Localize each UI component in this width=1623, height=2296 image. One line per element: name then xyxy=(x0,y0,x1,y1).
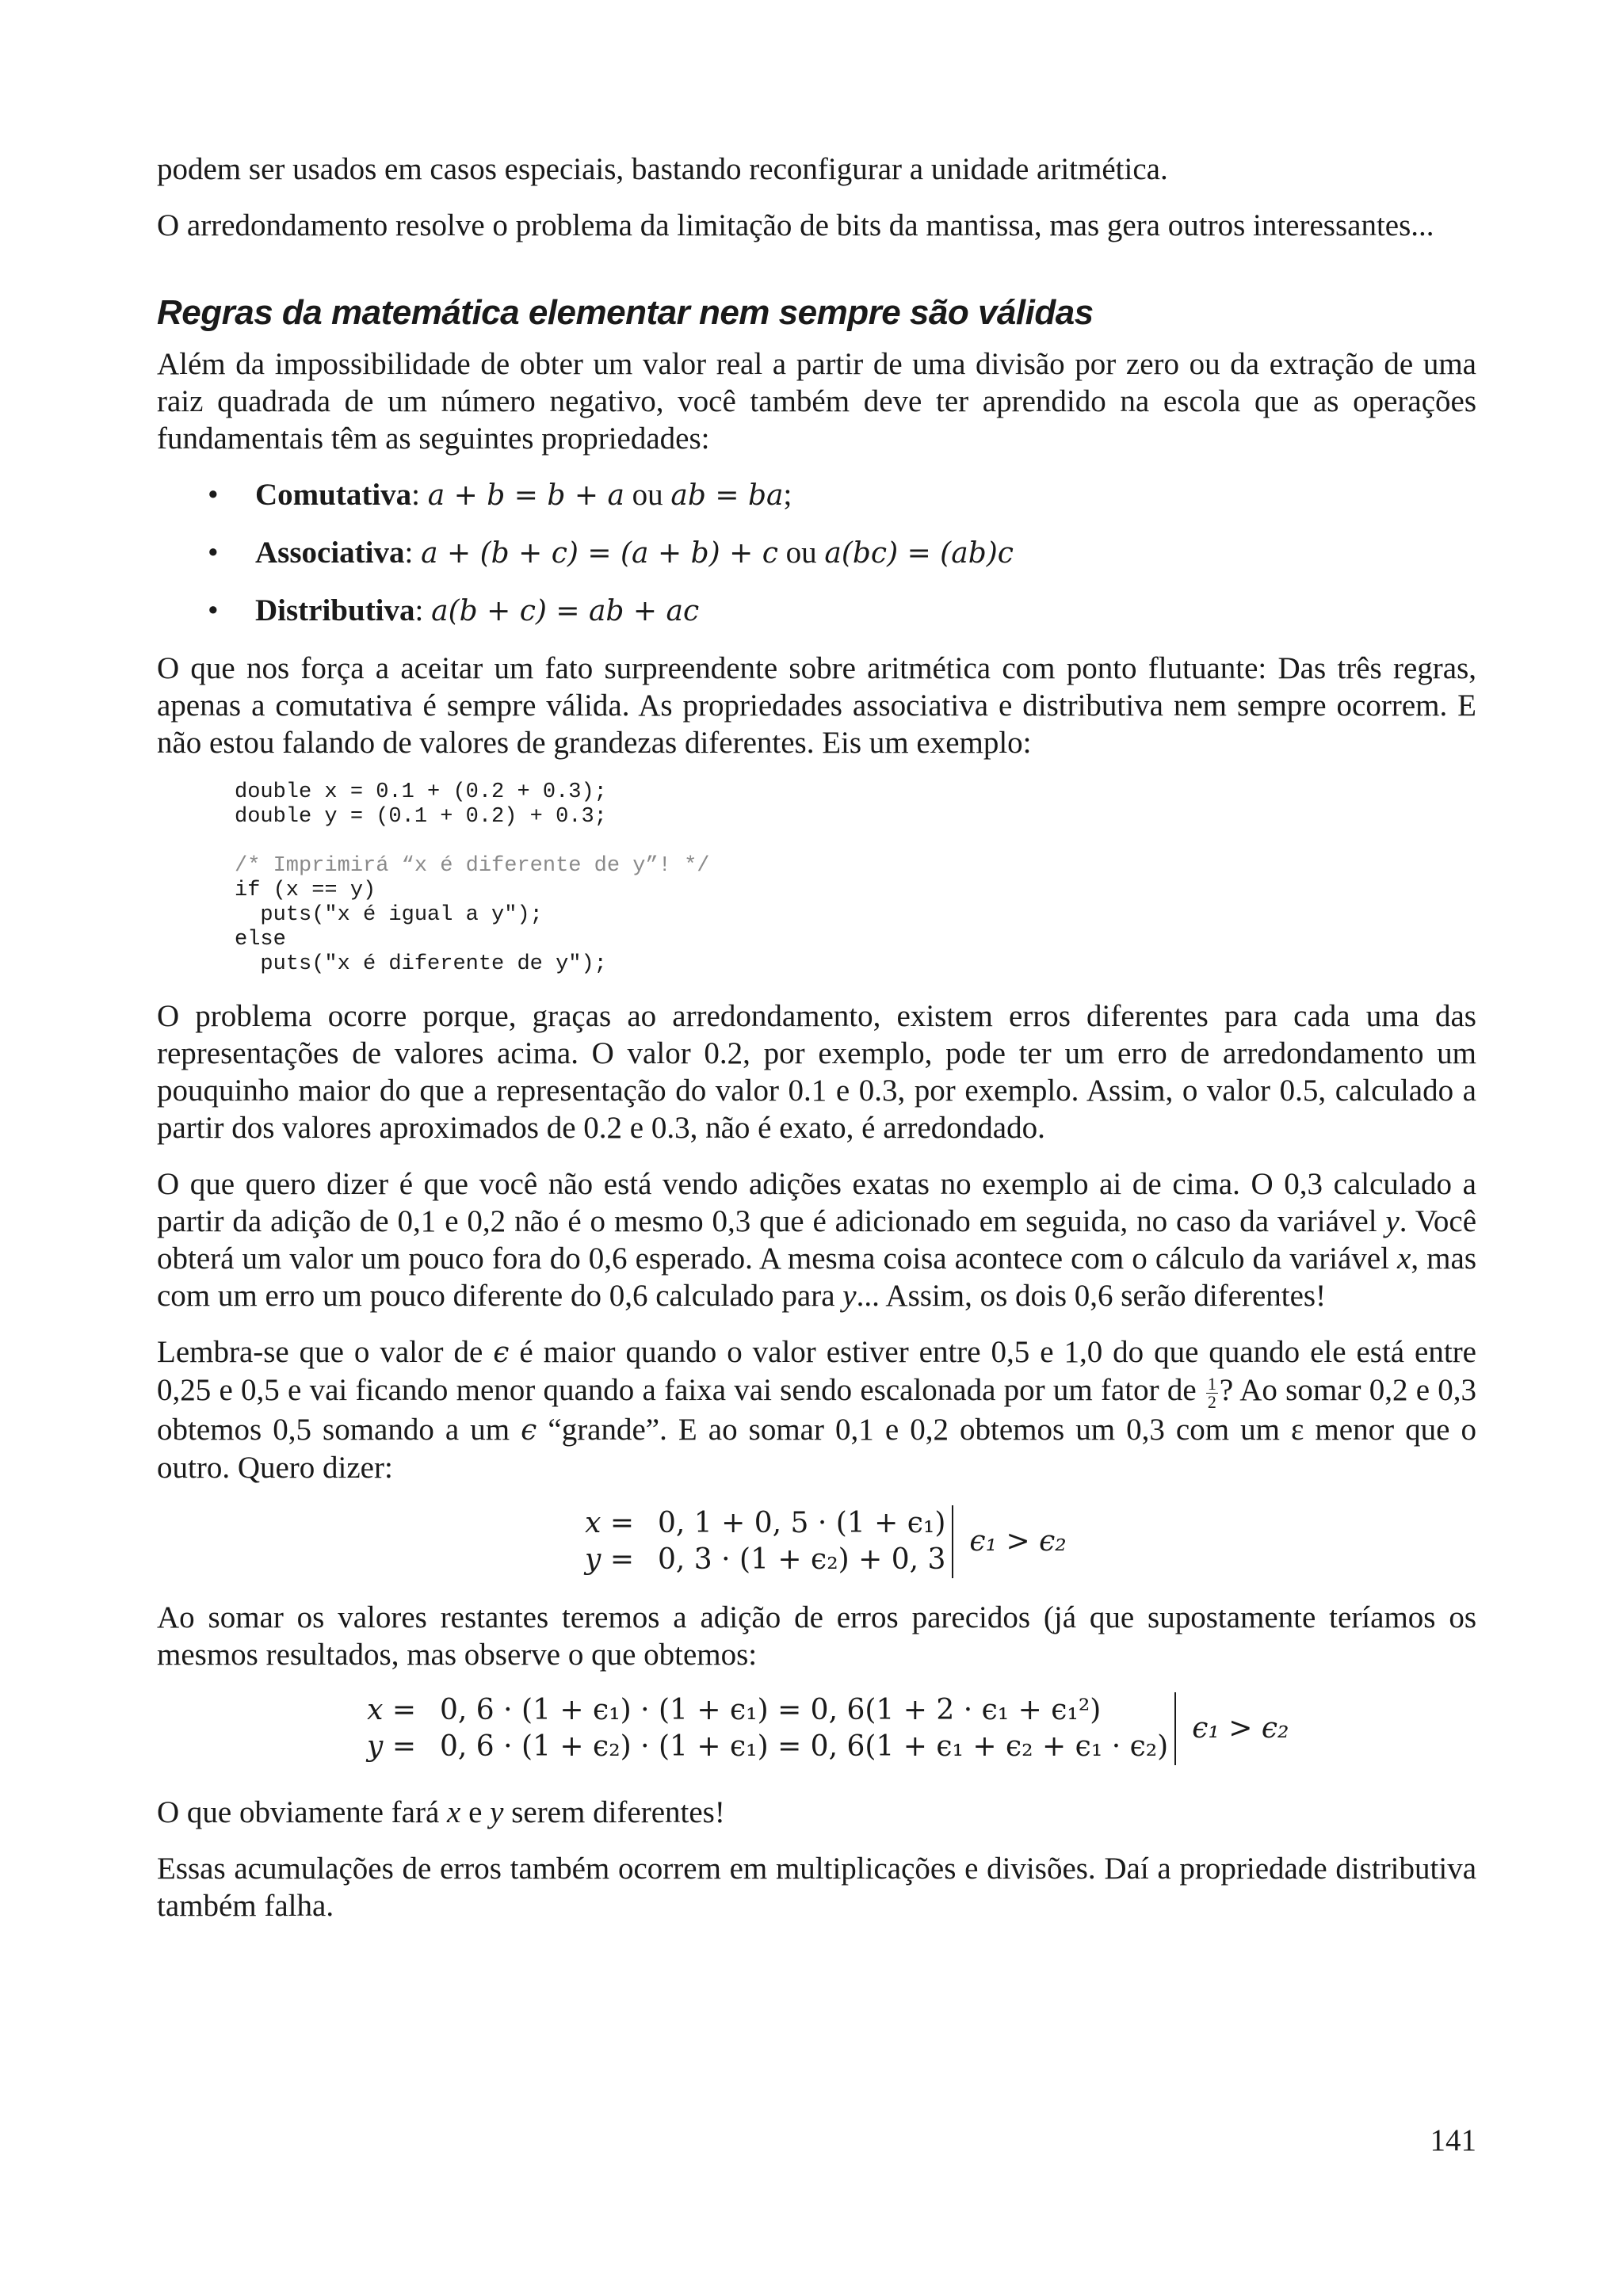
property-name: Comutativa xyxy=(255,478,412,512)
equation-lhs: x = xyxy=(367,1693,416,1726)
equation-rhs: 0, 3 · (1 + ϵ₂) + 0, 3 xyxy=(658,1543,946,1576)
bullet-glyph: • xyxy=(208,593,219,627)
equation-block-1 xyxy=(157,1505,1476,1578)
equation: a + (b + c) = (a + b) + c xyxy=(421,537,778,570)
bullet-glyph: • xyxy=(208,536,219,570)
equation-rhs: 0, 6 · (1 + ϵ₂) · (1 + ϵ₁) = 0, 6(1 + ϵ₁ + ϵ₂ + ϵ₁ · ϵ₂) xyxy=(440,1730,1169,1763)
bullet-glyph: • xyxy=(208,478,219,512)
variable-y: y xyxy=(490,1794,504,1829)
equation: ab = ba xyxy=(670,479,784,512)
equation-rhs: 0, 1 + 0, 5 · (1 + ϵ₁) xyxy=(658,1506,946,1539)
variable-x: x xyxy=(1397,1241,1411,1276)
equation-rhs: 0, 6 · (1 + ϵ₁) · (1 + ϵ₁) = 0, 6(1 + 2 · ϵ₁ + ϵ₁²) xyxy=(440,1693,1102,1726)
list-item-associativa xyxy=(208,534,1476,572)
paragraph-remaining: Ao somar os valores restantes teremos a adição de erros parecidos (já que supostamente teríamos os mesmos resultados, mas observe o que obtemos: xyxy=(157,1600,1476,1672)
equation: a(bc) = (ab)c xyxy=(824,537,1014,570)
equation-row-x xyxy=(577,1505,945,1542)
variable-y: y xyxy=(842,1279,857,1313)
equation-lhs: y = xyxy=(367,1730,416,1763)
code-line: double x = 0.1 + (0.2 + 0.3); xyxy=(235,780,607,804)
property-name: Associativa xyxy=(255,536,405,570)
separator: : xyxy=(414,593,432,627)
text-run: Lembra-se que o valor de xyxy=(157,1335,494,1369)
paragraph-problem: O problema ocorre porque, graças ao arredondamento, existem erros diferentes para cada uma das representações de valores acima. O valor 0.2, por exemplo, pode ter um erro de arredondamento um pouquinho maior do que a representação do valor 0.1 e 0.3, por exemplo. Assim, o valor 0.5, calculado a partir dos valores aproximados de 0.2 e 0.3, não é exato, é arredondado. xyxy=(157,999,1476,1145)
equation-row-y xyxy=(359,1729,1168,1765)
text-run: O que quero dizer é que você não está vendo adições exatas no exemplo ai de cima. O 0,3 calculado a partir da adição de 0,1 e 0,2 não é o mesmo 0,3 que é adicionado em seguida, no caso da variável xyxy=(157,1167,1476,1238)
text-run: e xyxy=(460,1794,491,1829)
fraction-one-half xyxy=(1206,1375,1218,1411)
fraction-numerator: 1 xyxy=(1207,1373,1216,1394)
equation-condition: ϵ₁ > ϵ₂ xyxy=(1192,1712,1289,1745)
equation-row-y xyxy=(577,1542,945,1578)
paragraph-surprise: O que nos força a aceitar um fato surpreendente sobre aritmética com ponto flutuante: Das três regras, apenas a comutativa é sempre válida. As propriedades associativa e distributiva nem sempre ocorrem. E não estou falando de valores de grandezas diferentes. Eis um exemplo: xyxy=(157,651,1476,760)
text-run: ? Ao somar 0,2 e 0,3 obtemos 0,5 somando a um xyxy=(157,1373,1476,1447)
text-run: ... Assim, os dois 0,6 serão diferentes! xyxy=(856,1279,1327,1313)
text-run: , mas com um erro um pouco diferente do 0,6 calculado para xyxy=(157,1241,1476,1313)
equation-block-2 xyxy=(157,1692,1476,1765)
equation-lhs: y = xyxy=(585,1543,634,1576)
equation-lhs: x = xyxy=(585,1506,634,1539)
text-run: serem diferentes! xyxy=(503,1794,725,1829)
text-run: . Você obterá um valor um pouco fora do 0,6 esperado. A mesma coisa acontece com o cálculo da variável xyxy=(157,1204,1477,1276)
paragraph-intro-1: podem ser usados em casos especiais, bastando reconfigurar a unidade aritmética. xyxy=(157,152,1168,186)
code-block xyxy=(235,780,1476,977)
list-item-distributiva xyxy=(208,592,1476,630)
terminator: ; xyxy=(783,478,792,512)
section-heading: Regras da matemática elementar nem sempre são válidas xyxy=(157,293,1094,332)
paragraph-rules-intro: Além da impossibilidade de obter um valor real a partir de uma divisão por zero ou da extração de uma raiz quadrada de um número negativo, você também deve ter aprendido na escola que as operações fundamentais têm as seguintes propriedades: xyxy=(157,347,1476,456)
code-line: puts("x é diferente de y"); xyxy=(235,952,607,976)
epsilon-symbol: ϵ xyxy=(493,1337,510,1369)
separator: : xyxy=(404,536,422,570)
paragraph-accumulation: Essas acumulações de erros também ocorrem em multiplicações e divisões. Daí a propriedade distributiva também falha. xyxy=(157,1851,1476,1923)
text-run: O que obviamente fará xyxy=(157,1794,448,1829)
property-name: Distributiva xyxy=(255,593,415,627)
equation-row-x xyxy=(359,1692,1168,1729)
separator: : xyxy=(411,478,428,512)
text-run: é maior quando o valor estiver entre 0,5 e 1,0 do que quando ele está entre 0,25 e 0,5 e vai ficando menor quando a faixa vai sendo escalonada por um fator de xyxy=(157,1335,1476,1407)
variable-x: x xyxy=(447,1794,461,1829)
code-line: else xyxy=(235,928,286,952)
connector: ou xyxy=(624,478,671,512)
code-line: if (x == y) xyxy=(235,879,376,902)
epsilon-symbol: ϵ xyxy=(521,1413,537,1447)
variable-y: y xyxy=(1385,1204,1400,1238)
paragraph-epsilon xyxy=(157,1333,1476,1486)
equation: a + b = b + a xyxy=(427,479,624,512)
paragraph-intro-2: O arredondamento resolve o problema da limitação de bits da mantissa, mas gera outros interessantes... xyxy=(157,208,1434,242)
code-line: double y = (0.1 + 0.2) + 0.3; xyxy=(235,805,607,829)
equation: a(b + c) = ab + ac xyxy=(431,595,700,627)
fraction-denominator: 2 xyxy=(1207,1391,1216,1412)
equation-condition: ϵ₁ > ϵ₂ xyxy=(969,1525,1067,1558)
page-number: 141 xyxy=(1430,2123,1476,2157)
connector: ou xyxy=(777,536,825,570)
paragraph-explanation xyxy=(157,1165,1476,1314)
text-run: “grande”. E ao somar 0,1 e 0,2 obtemos um 0,3 com um ε menor que o outro. Quero dizer: xyxy=(157,1412,1476,1485)
paragraph-obvious xyxy=(157,1794,1476,1831)
code-comment: /* Imprimirá “x é diferente de y”! */ xyxy=(235,854,710,878)
properties-list xyxy=(157,476,1476,630)
code-line: puts("x é igual a y"); xyxy=(235,903,543,927)
equation-rows xyxy=(359,1692,1176,1765)
equation-rows xyxy=(577,1505,953,1578)
list-item-comutativa xyxy=(208,476,1476,514)
